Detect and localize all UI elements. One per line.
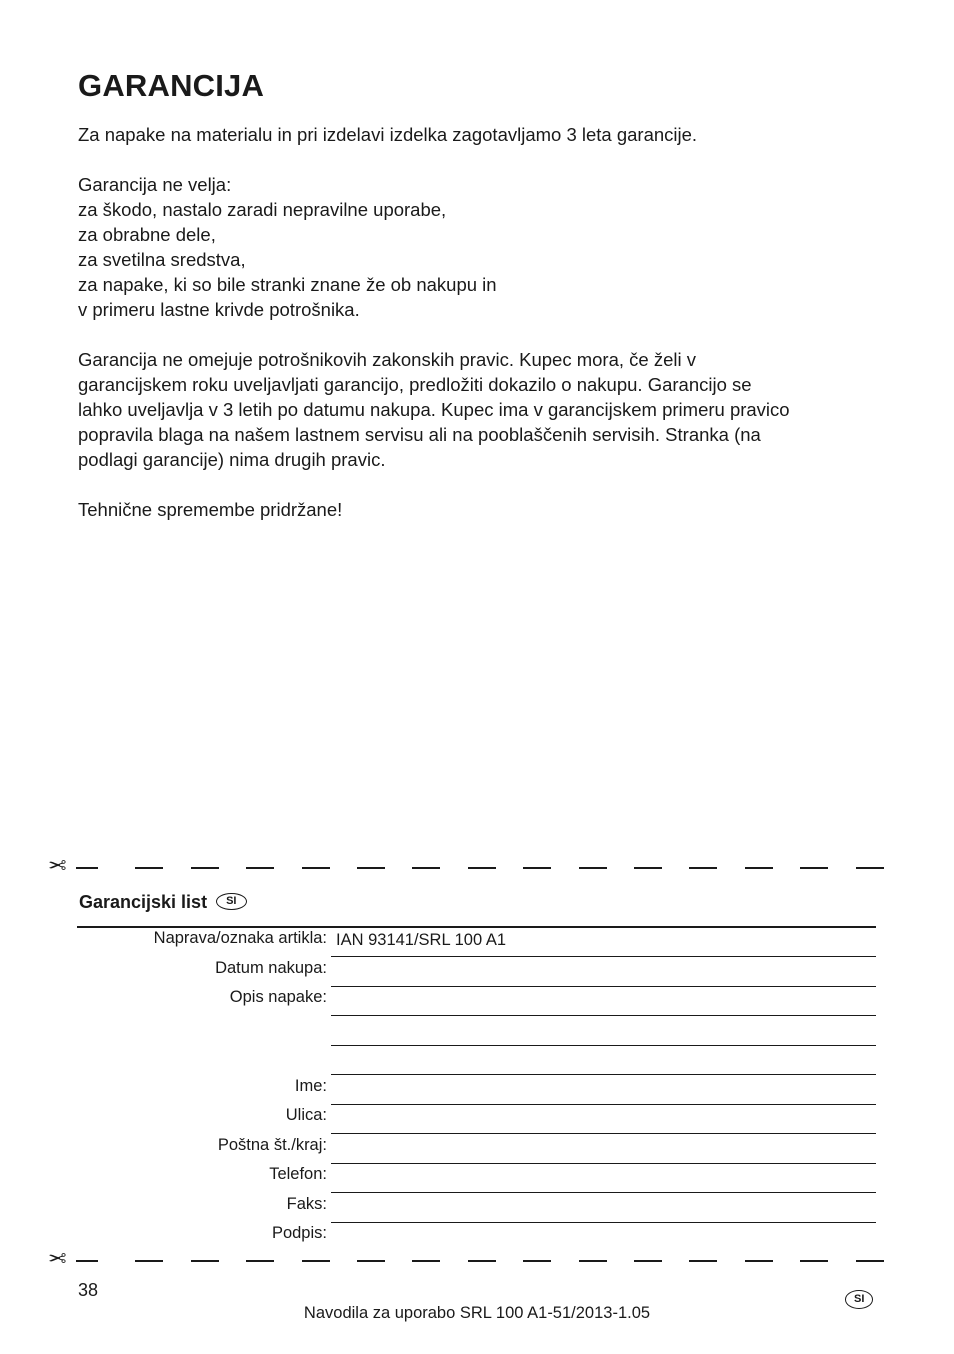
exclusions-line: za napake, ki so bile stranki znane že ob nakupu in bbox=[78, 274, 497, 295]
technical-note: Tehnične spremembe pridržane! bbox=[78, 499, 343, 520]
page-number: 38 bbox=[78, 1280, 99, 1300]
form-label: Opis napake: bbox=[229, 988, 327, 1006]
terms-line: garancijskem roku uveljavljati garancijo, predložiti dokazilo o nakupu. Garancijo se bbox=[78, 374, 752, 395]
cut-dash bbox=[800, 1260, 828, 1262]
page-title: GARANCIJA bbox=[78, 68, 265, 103]
scissors-icon: ✂ bbox=[48, 851, 67, 876]
cut-dash bbox=[579, 1260, 607, 1262]
exclusions-line: v primeru lastne krivde potrošnika. bbox=[78, 299, 360, 320]
cut-dash bbox=[689, 1260, 717, 1262]
country-badge: SI bbox=[216, 893, 246, 910]
cut-dash bbox=[76, 1260, 98, 1262]
form-label: Naprava/oznaka artikla: bbox=[153, 929, 327, 947]
form-row-phone[interactable] bbox=[77, 1163, 876, 1193]
form-label: Telefon: bbox=[269, 1165, 327, 1183]
warranty-form-title bbox=[79, 892, 247, 913]
exclusions-paragraph bbox=[78, 172, 878, 322]
warranty-form-title-text: Garancijski list bbox=[79, 892, 208, 912]
cut-dash bbox=[302, 1260, 330, 1262]
terms-paragraph bbox=[78, 347, 878, 472]
form-row-article[interactable] bbox=[77, 927, 876, 957]
cut-dash bbox=[135, 867, 163, 869]
cut-dash bbox=[357, 867, 385, 869]
form-label: Podpis: bbox=[271, 1224, 327, 1242]
cut-dash bbox=[76, 867, 98, 869]
intro-paragraph: Za napake na materialu in pri izdelavi izdelka zagotavljamo 3 leta garancije. bbox=[78, 124, 698, 145]
form-label: Ime: bbox=[294, 1077, 327, 1095]
cut-dash bbox=[634, 867, 662, 869]
cut-line-top bbox=[48, 852, 878, 876]
cut-dash bbox=[191, 867, 219, 869]
scissors-icon: ✂ bbox=[48, 1244, 67, 1269]
terms-line: lahko uveljavlja v 3 letih po datumu nakupa. Kupec ima v garancijskem primeru pravico bbox=[78, 399, 790, 420]
cut-dash bbox=[579, 867, 607, 869]
document-reference: Navodila za uporabo SRL 100 A1-51/2013-1.05 bbox=[303, 1304, 651, 1322]
exclusions-line: za škodo, nastalo zaradi nepravilne uporabe, bbox=[78, 199, 447, 220]
cut-dash bbox=[246, 867, 274, 869]
cut-dash bbox=[689, 867, 717, 869]
cut-dash bbox=[856, 867, 884, 869]
form-label: Poštna št./kraj: bbox=[217, 1136, 327, 1154]
form-row-fault-description[interactable] bbox=[77, 986, 876, 1016]
cut-dash bbox=[302, 867, 330, 869]
cut-dash bbox=[246, 1260, 274, 1262]
form-row-fault-description-continued[interactable] bbox=[77, 1045, 876, 1075]
exclusions-line: Garancija ne velja: bbox=[78, 174, 232, 195]
cut-dash bbox=[800, 867, 828, 869]
form-label: Faks: bbox=[286, 1195, 327, 1213]
cut-dash bbox=[468, 1260, 496, 1262]
cut-dash bbox=[468, 867, 496, 869]
cut-dash bbox=[523, 1260, 551, 1262]
form-row-name[interactable] bbox=[77, 1075, 876, 1105]
cut-dash bbox=[856, 1260, 884, 1262]
form-row-postcode-city[interactable] bbox=[77, 1134, 876, 1164]
cut-dash bbox=[412, 867, 440, 869]
form-value[interactable]: IAN 93141/SRL 100 A1 bbox=[336, 931, 507, 949]
country-badge: SI bbox=[845, 1290, 873, 1309]
cut-dash bbox=[191, 1260, 219, 1262]
form-row-street[interactable] bbox=[77, 1104, 876, 1134]
form-row-purchase-date[interactable] bbox=[77, 957, 876, 987]
cut-dash bbox=[135, 1260, 163, 1262]
cut-dash bbox=[745, 867, 773, 869]
terms-line: podlagi garancije) nima drugih pravic. bbox=[78, 449, 386, 470]
form-row-fault-description-continued[interactable] bbox=[77, 1016, 876, 1046]
exclusions-line: za obrabne dele, bbox=[78, 224, 216, 245]
form-label: Datum nakupa: bbox=[215, 959, 327, 977]
terms-line: popravila blaga na našem lastnem servisu ali na pooblaščenih servisih. Stranka (na bbox=[78, 424, 761, 445]
cut-dash bbox=[412, 1260, 440, 1262]
cut-line-bottom bbox=[48, 1245, 878, 1269]
cut-dash bbox=[745, 1260, 773, 1262]
cut-dash bbox=[523, 867, 551, 869]
exclusions-line: za svetilna sredstva, bbox=[78, 249, 246, 270]
form-row-fax[interactable] bbox=[77, 1193, 876, 1223]
cut-dash bbox=[634, 1260, 662, 1262]
cut-dash bbox=[357, 1260, 385, 1262]
terms-line: Garancija ne omejuje potrošnikovih zakonskih pravic. Kupec mora, če želi v bbox=[78, 349, 696, 370]
form-label: Ulica: bbox=[285, 1106, 327, 1124]
